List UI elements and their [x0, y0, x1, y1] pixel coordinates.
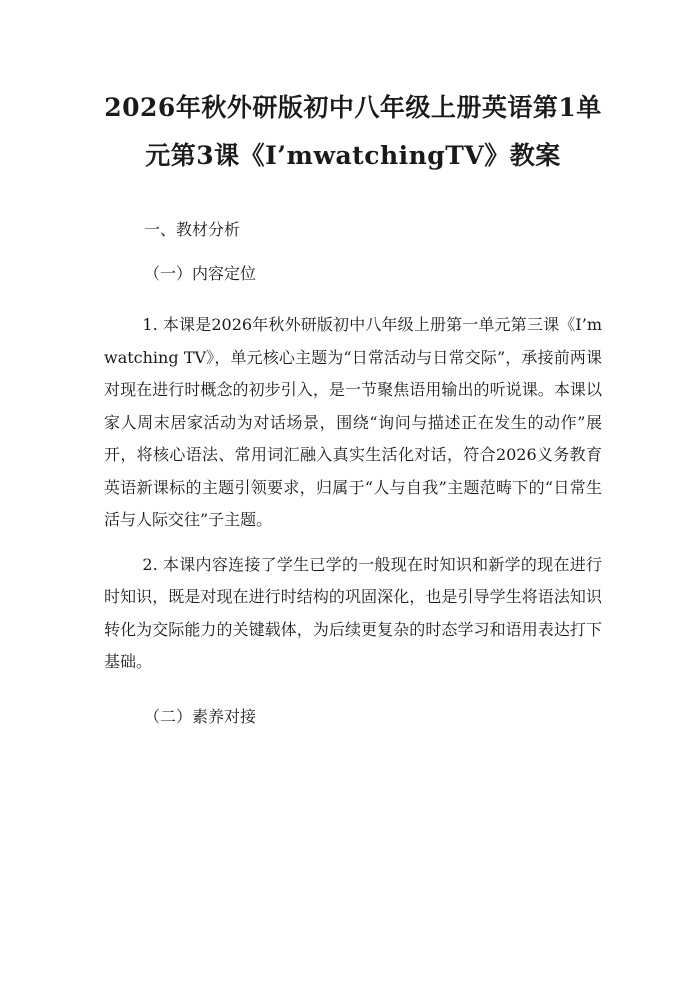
subsection-heading-literacy-alignment: （二）素养对接	[144, 706, 257, 726]
paragraph-1: 1. 本课是2026年秋外研版初中八年级上册第一单元第三课《I’m watching TV》，单元核心主题为“日常活动与日常交际”，承接前两课对现在进行时概念的初步引入，是一节聚焦语用输出的听说课。本课以家人周末居家活动为对话场景，围绕“询问与描述正在发生的动作”展开，将核心语法、常用词汇融入真实生活化对话，符合2026义务教育英语新课标的主题引领要求，归属于“人与自我”主题范畴下的“日常生活与人际交往”子主题。	[104, 315, 602, 529]
paragraph-2: 2. 本课内容连接了学生已学的一般现在时知识和新学的现在进行时知识，既是对现在进行时结构的巩固深化，也是引导学生将语法知识转化为交际能力的关键载体，为后续更复杂的时态学习和语用表达打下基础。	[104, 554, 602, 671]
section-heading-teaching-material-analysis: 一、教材分析	[144, 220, 241, 239]
subsection-heading-content-positioning: （一）内容定位	[144, 264, 257, 283]
title-line-1: 2026年秋外研版初中八年级上册英语第1单	[104, 93, 602, 122]
document-title	[104, 84, 602, 180]
title-line-2: 元第3课《I’mwatchingTV》教案	[145, 141, 561, 170]
document-page	[0, 84, 700, 989]
